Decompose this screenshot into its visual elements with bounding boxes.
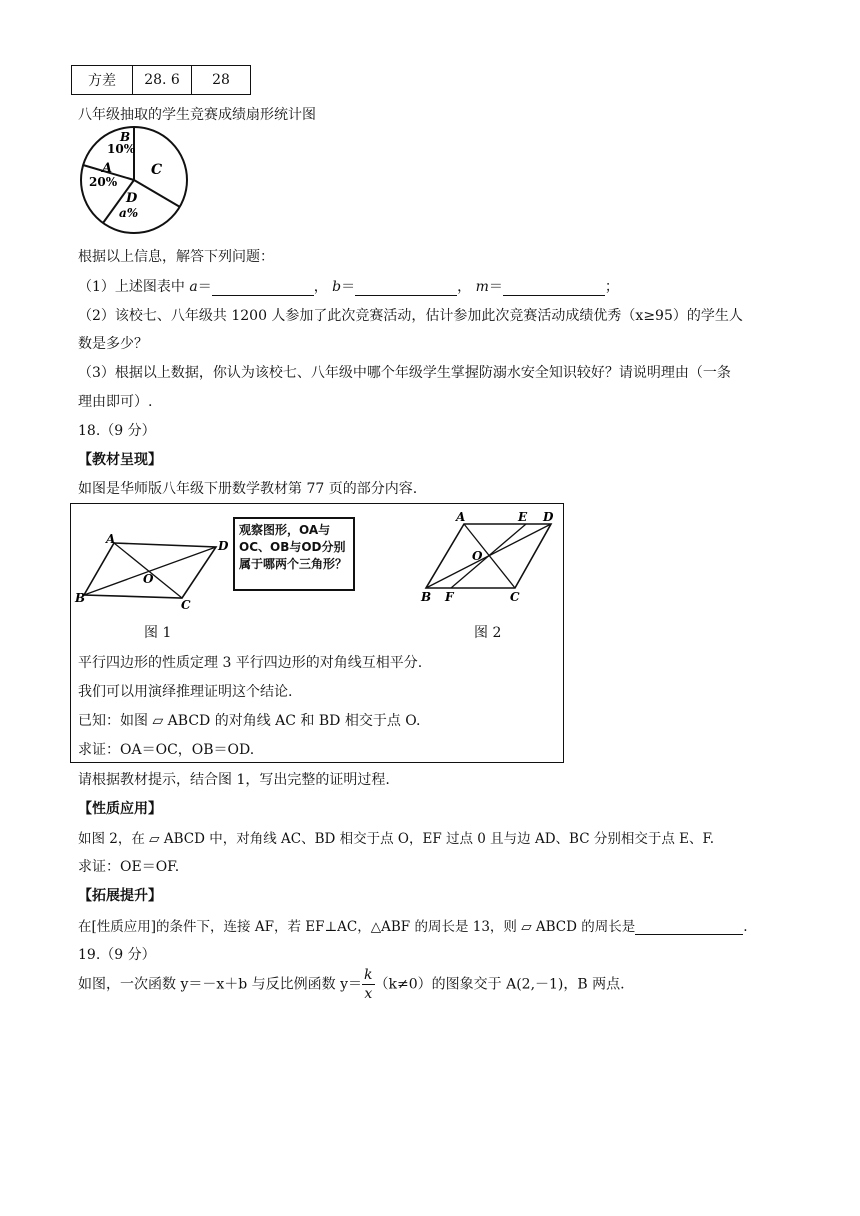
pie-chart xyxy=(74,124,198,234)
answer-blank-m[interactable] xyxy=(503,281,605,296)
diagonal-ac xyxy=(114,543,182,598)
period: . xyxy=(743,919,748,935)
answer-blank-perimeter[interactable] xyxy=(635,920,743,935)
section-extension: 【拓展提升】 xyxy=(78,888,162,904)
slice-pct-b: 10% xyxy=(107,142,136,156)
figure-2-caption: 图 2 xyxy=(474,625,502,641)
answer-blank-a[interactable] xyxy=(212,281,314,296)
comma: ， xyxy=(457,279,472,295)
fraction-denominator: x xyxy=(364,986,373,1002)
var-m: m xyxy=(475,279,489,295)
prove-text: 求证：OA＝OC，OB＝OD. xyxy=(78,742,255,758)
application-text: 如图 2，在 ▱ ABCD 中，对角线 AC、BD 相交于点 O，EF 过点 0 且与边 AD、BC 分别相交于点 E、F. xyxy=(78,831,715,847)
fig2-label-e: E xyxy=(518,510,528,524)
var-a: a xyxy=(189,279,198,295)
given-text: 已知：如图 ▱ ABCD 的对角线 AC 和 BD 相交于点 O. xyxy=(78,713,421,729)
fig1-label-b: B xyxy=(75,591,86,605)
fig1-label-c: C xyxy=(181,598,191,612)
slice-label-a: A xyxy=(102,161,113,176)
q19-text-part2: （k≠0）的图象交于 A(2,－1)，B 两点. xyxy=(374,976,625,993)
variance-grade7: 28. 6 xyxy=(133,66,192,95)
fig2-label-c: C xyxy=(510,590,520,604)
slice-label-c: C xyxy=(151,162,163,178)
slice-label-d: D xyxy=(126,191,138,206)
q17-part1 xyxy=(78,276,619,296)
figure-2 xyxy=(418,508,568,606)
fig2-label-a: A xyxy=(456,510,466,524)
theorem-text: 平行四边形的性质定理 3 平行四边形的对角线互相平分. xyxy=(78,655,423,671)
semicolon: ； xyxy=(604,279,619,295)
answer-blank-b[interactable] xyxy=(355,281,457,296)
figure-1-caption: 图 1 xyxy=(144,625,172,641)
fig1-label-d: D xyxy=(218,539,229,553)
comma: ， xyxy=(313,279,328,295)
variance-label: 方差 xyxy=(72,66,133,95)
eq-sign: ＝ xyxy=(197,279,212,295)
q17-part1-prefix: （1）上述图表中 xyxy=(78,279,190,295)
fig2-label-f: F xyxy=(445,590,454,604)
slice-divider-right xyxy=(134,180,180,207)
figure-1 xyxy=(74,530,234,614)
slice-pct-d: a% xyxy=(119,206,139,220)
fig1-label-o: O xyxy=(143,572,154,586)
slice-pct-a: 20% xyxy=(89,175,118,189)
q19-text xyxy=(78,966,625,1003)
fig2-label-o: O xyxy=(472,549,483,563)
q18-ask: 请根据教材提示，结合图 1，写出完整的证明过程. xyxy=(78,772,390,788)
q17-part2-line2: 数是多少？ xyxy=(78,336,148,352)
application-prove: 求证：OE＝OF. xyxy=(78,859,180,875)
fig1-label-a: A xyxy=(106,532,116,546)
eq-sign: ＝ xyxy=(341,279,356,295)
q17-part3-line1: （3）根据以上数据，你认为该校七、八年级中哪个年级学生掌握防溺水安全知识较好？请说明理由（一条 xyxy=(78,365,731,381)
var-b: b xyxy=(332,279,342,295)
variance-grade8: 28 xyxy=(192,66,251,95)
pie-title: 八年级抽取的学生竞赛成绩扇形统计图 xyxy=(78,107,316,123)
fraction-k-over-x xyxy=(362,966,374,1003)
section-application: 【性质应用】 xyxy=(78,801,162,817)
q17-intro: 根据以上信息，解答下列问题： xyxy=(78,249,274,265)
textbook-note-box: 观察图形，OA与OC、OB与OD分别属于哪两个三角形？ xyxy=(233,517,355,591)
diagonal-bd xyxy=(84,547,216,595)
q18-header: 18.（9 分） xyxy=(78,423,156,439)
q17-part2-line1: （2）该校七、八年级共 1200 人参加了此次竞赛活动，估计参加此次竞赛活动成绩优秀（x≥95）的学生人 xyxy=(78,308,743,324)
q17-part3-line2: 理由即可）. xyxy=(78,394,153,410)
fig2-label-d: D xyxy=(543,510,554,524)
q19-header: 19.（9 分） xyxy=(78,947,156,963)
slice-label-b: B xyxy=(120,130,131,144)
fig2-label-b: B xyxy=(421,590,432,604)
q18-intro: 如图是华师版八年级下册数学教材第 77 页的部分内容. xyxy=(78,481,418,497)
extension-text xyxy=(78,915,748,935)
extension-question: 在[性质应用]的条件下，连接 AF，若 EF⊥AC，△ABF 的周长是 13，则 ▱ ABCD 的周长是 xyxy=(78,919,636,935)
q19-text-part1: 如图，一次函数 y＝－x＋b 与反比例函数 y＝ xyxy=(78,976,363,993)
deduction-text: 我们可以用演绎推理证明这个结论. xyxy=(78,684,293,700)
segment-ef xyxy=(451,524,526,588)
section-textbook: 【教材呈现】 xyxy=(78,452,162,468)
eq-sign: ＝ xyxy=(488,279,503,295)
fraction-numerator: k xyxy=(364,967,373,983)
variance-table xyxy=(71,65,251,95)
